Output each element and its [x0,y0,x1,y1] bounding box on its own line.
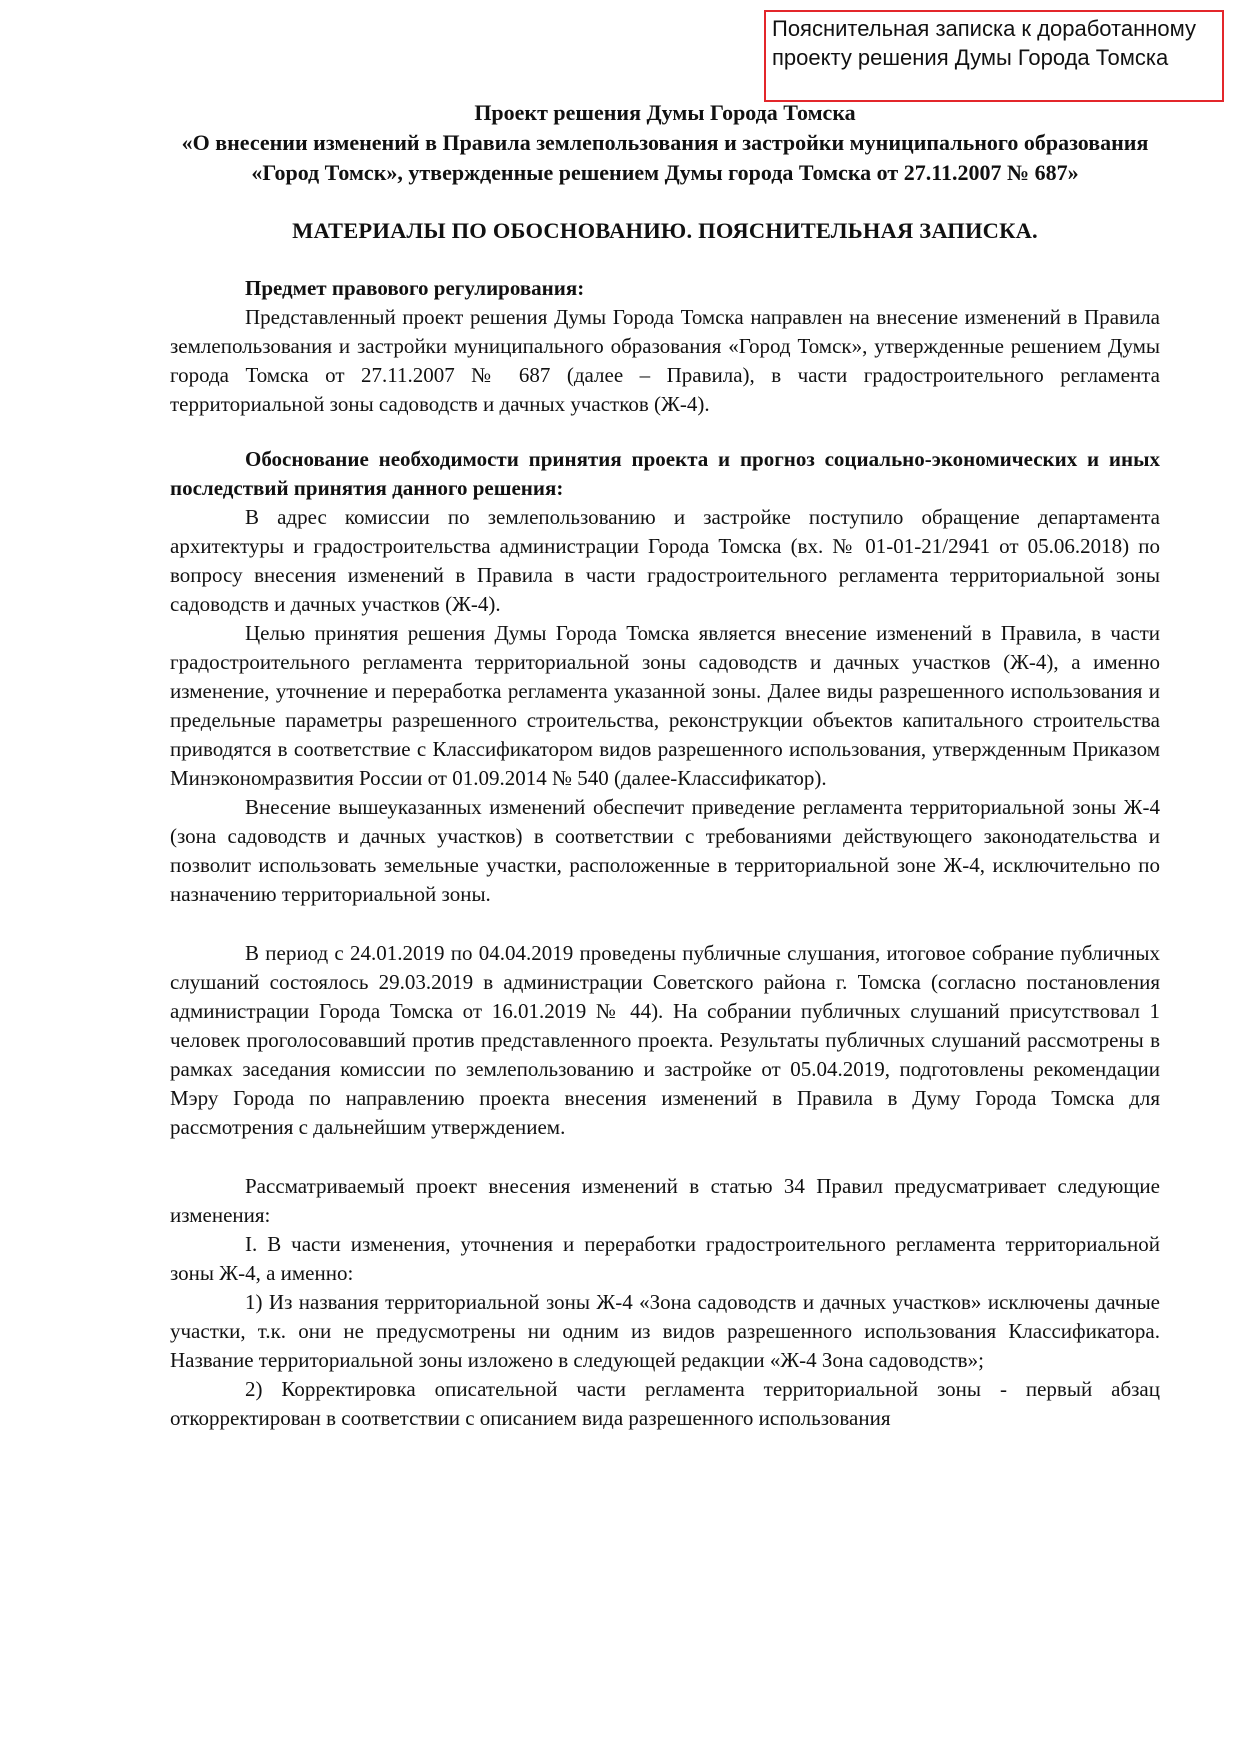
changes-item-i: I. В части изменения, уточнения и переработки градостроительного регламента территориальной зоны Ж-4, а именно: [170,1232,1160,1285]
changes-intro: Рассматриваемый проект внесения изменений в статью 34 Правил предусматривает следующие изменения: [170,1174,1160,1227]
changes-item-2: 2) Корректировка описательной части регламента территориальной зоны - первый абзац откорректирован в соответствии с описанием вида разрешенного использования [170,1377,1160,1430]
document-subtitle: «О внесении изменений в Правила землепользования и застройки муниципального образования «Город Томск», утвержденные решением Думы города Томска от 27.11.2007 № 687» [181,130,1149,185]
section-title: МАТЕРИАЛЫ ПО ОБОСНОВАНИЮ. ПОЯСНИТЕЛЬНАЯ ЗАПИСКА. [292,218,1038,243]
document-body [170,98,1160,1433]
approval-stamp-box [764,10,1224,102]
subject-paragraph: Представленный проект решения Думы Города Томска направлен на внесение изменений в Правила землепользования и застройки муниципального образования «Город Томск», утвержденные решением Думы города Томска от 27.11.2007 № 687 (далее – Правила), в части градостроительного регламента территориальной зоны садоводств и дачных участков (Ж-4). [170,305,1160,416]
changes-item-1: 1) Из названия территориальной зоны Ж-4 «Зона садоводств и дачных участков» исключены дачные участки, т.к. они не предусмотрены ни одним из видов разрешенного использования Классификатора. Название территориальной зоны изложено в следующей редакции «Ж-4 Зона садоводств»; [170,1290,1160,1372]
hearings-paragraph: В период с 24.01.2019 по 04.04.2019 проведены публичные слушания, итоговое собрание публичных слушаний состоялось 29.03.2019 в администрации Советского района г. Томска (согласно постановления администрации Города Томска от 16.01.2019 № 44). На собрании публичных слушаний присутствовал 1 человек проголосовавший против представленного проекта. Результаты публичных слушаний рассмотрены в рамках заседания комиссии по землепользованию и застройке от 05.04.2019, подготовлены рекомендации Мэру Города по направлению проекта внесения изменений в Правила в Думу Города Томска для рассмотрения с дальнейшим утверждением. [170,941,1160,1139]
justification-heading: Обоснование необходимости принятия проекта и прогноз социально-экономических и иных последствий принятия данного решения: [170,447,1160,500]
stamp-text: Пояснительная записка к доработанному проекту решения Думы Города Томска [772,16,1197,70]
justification-paragraph-3: Внесение вышеуказанных изменений обеспечит приведение регламента территориальной зоны Ж-4 (зона садоводств и дачных участков) в соответствии с требованиями действующего законодательства и позволит использовать земельные участки, расположенные в территориальной зоне Ж-4, исключительно по назначению территориальной зоны. [170,795,1160,906]
justification-paragraph-2: Целью принятия решения Думы Города Томска является внесение изменений в Правила, в части градостроительного регламента территориальной зоны садоводств и дачных участков (Ж-4), а именно изменение, уточнение и переработка регламента указанной зоны. Далее виды разрешенного использования и предельные параметры разрешенного строительства, реконструкции объектов капитального строительства приводятся в соответствие с Классификатором видов разрешенного использования, утвержденным Приказом Минэкономразвития России от 01.09.2014 № 540 (далее-Классификатор). [170,621,1160,790]
justification-paragraph-1: В адрес комиссии по землепользованию и застройке поступило обращение департамента архитектуры и градостроительства администрации Города Томска (вх. № 01-01-21/2941 от 05.06.2018) по вопросу внесения изменений в Правила в части градостроительного регламента территориальной зоны садоводств и дачных участков (Ж-4). [170,505,1160,616]
document-title: Проект решения Думы Города Томска [474,100,856,125]
subject-heading: Предмет правового регулирования: [245,276,585,300]
